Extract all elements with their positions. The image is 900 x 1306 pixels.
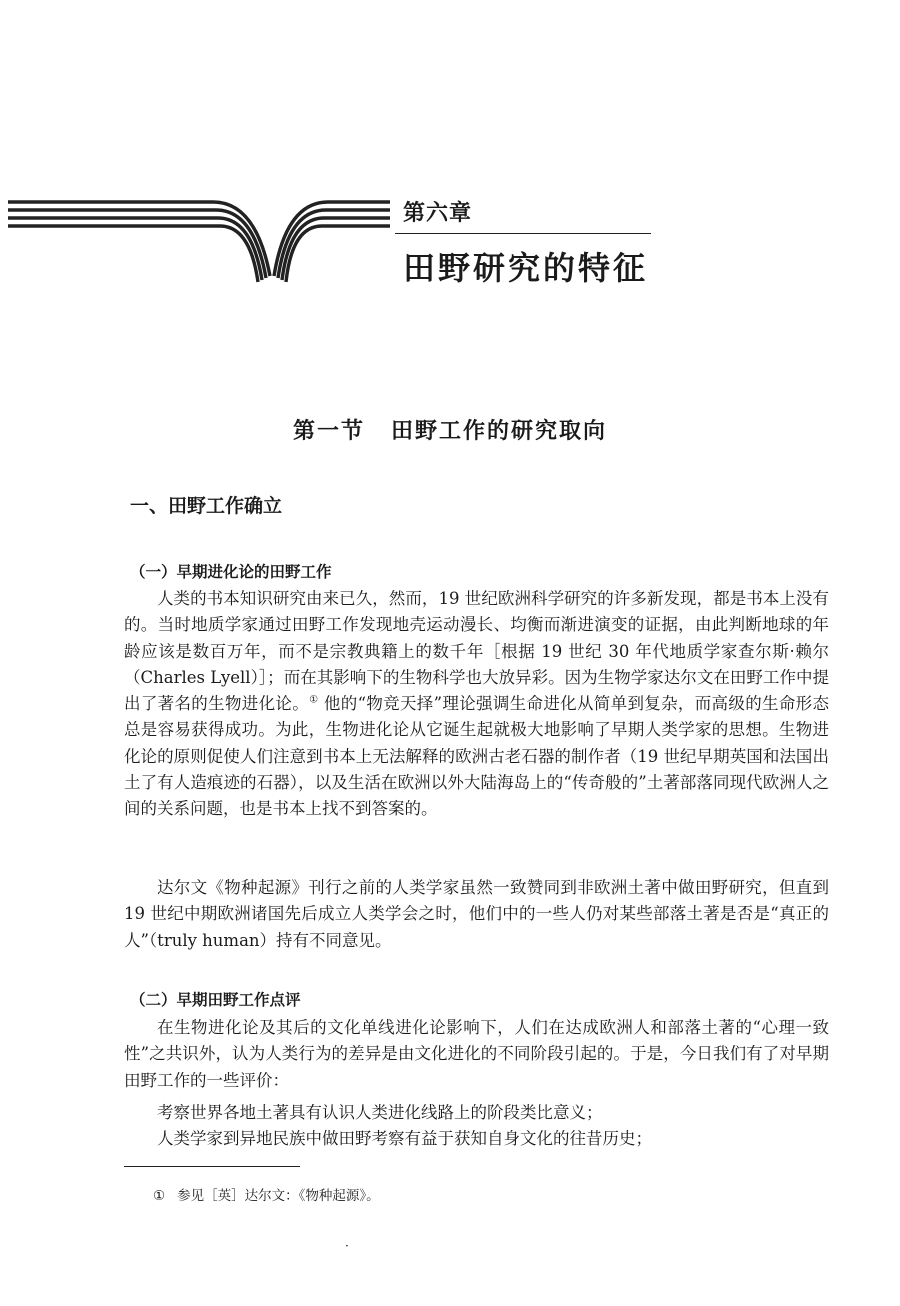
body-paragraph-1 — [124, 586, 829, 823]
section-heading — [0, 414, 900, 445]
evaluation-item-2: 人类学家到异地民族中做田野考察有益于获知自身文化的往昔历史； — [157, 1129, 652, 1148]
section-title: 田野工作的研究取向 — [391, 419, 608, 444]
footnote — [153, 1184, 380, 1204]
paragraph-text: 人类的书本知识研究由来已久，然而，19 世纪欧洲科学研究的许多新发现，都是书本上没有的。当时地质学家通过田野工作发现地壳运动漫长、均衡而渐进演变的证据，由此判断地球的年龄应该是数百万年，而不是宗教典籍上的数千年［根据 19 世纪 30 年代地质学家查尔斯·赖尔（Charles Lyell）］；而在其影响下的生物科学也大放异彩。因为生物学家达尔文在田野工作中提出了著名的生物进化论。 — [124, 589, 829, 714]
subsection-heading-2: （二）早期田野工作点评 — [130, 991, 301, 1009]
footnote-text: 参见［英］达尔文：《物种起源》。 — [177, 1188, 380, 1204]
chapter-ornament — [8, 186, 390, 286]
footnote-mark: ① — [153, 1188, 166, 1204]
subsection-heading-1: （一）早期进化论的田野工作 — [130, 563, 332, 581]
footnote-divider — [124, 1166, 300, 1167]
paragraph-text: 他的“物竞天择”理论强调生命进化从简单到复杂，而高级的生命形态总是容易获得成功。为此，生物进化论从它诞生起就极大地影响了早期人类学家的思想。生物进化论的原则促使人们注意到书本上无法解释的欧洲古老石器的制作者（19 世纪早期英国和法国出土了有人造痕迹的石器），以及生活在欧洲以外大陆海岛上的“传奇般的”土著部落同现代欧洲人之间的关系问题，也是书本上找不到答案的。 — [124, 694, 830, 819]
body-paragraph-2: 达尔文《物种起源》刊行之前的人类学家虽然一致赞同到非欧洲土著中做田野研究，但直到 19 世纪中期欧洲诸国先后成立人类学会之时，他们中的一些人仍对某些部落土著是否是“真正的人”（truly human）持有不同意见。 — [124, 878, 829, 950]
heading-level-1: 一、田野工作确立 — [130, 495, 283, 517]
page-mark: · — [345, 1239, 349, 1253]
body-paragraph-3: 在生物进化论及其后的文化单线进化论影响下，人们在达成欧洲人和部落土著的“心理一致性”之共识外，认为人类行为的差异是由文化进化的不同阶段引起的。于是，今日我们有了对早期田野工作的一些评价： — [124, 1018, 829, 1090]
chapter-rule — [395, 233, 651, 234]
chapter-title: 田野研究的特征 — [403, 249, 649, 287]
chapter-number: 第六章 — [403, 201, 473, 226]
evaluation-item-1: 考察世界各地土著具有认识人类进化线路上的阶段类比意义； — [157, 1103, 603, 1122]
footnote-reference[interactable]: ① — [309, 694, 319, 706]
section-number: 第一节 — [292, 419, 365, 444]
